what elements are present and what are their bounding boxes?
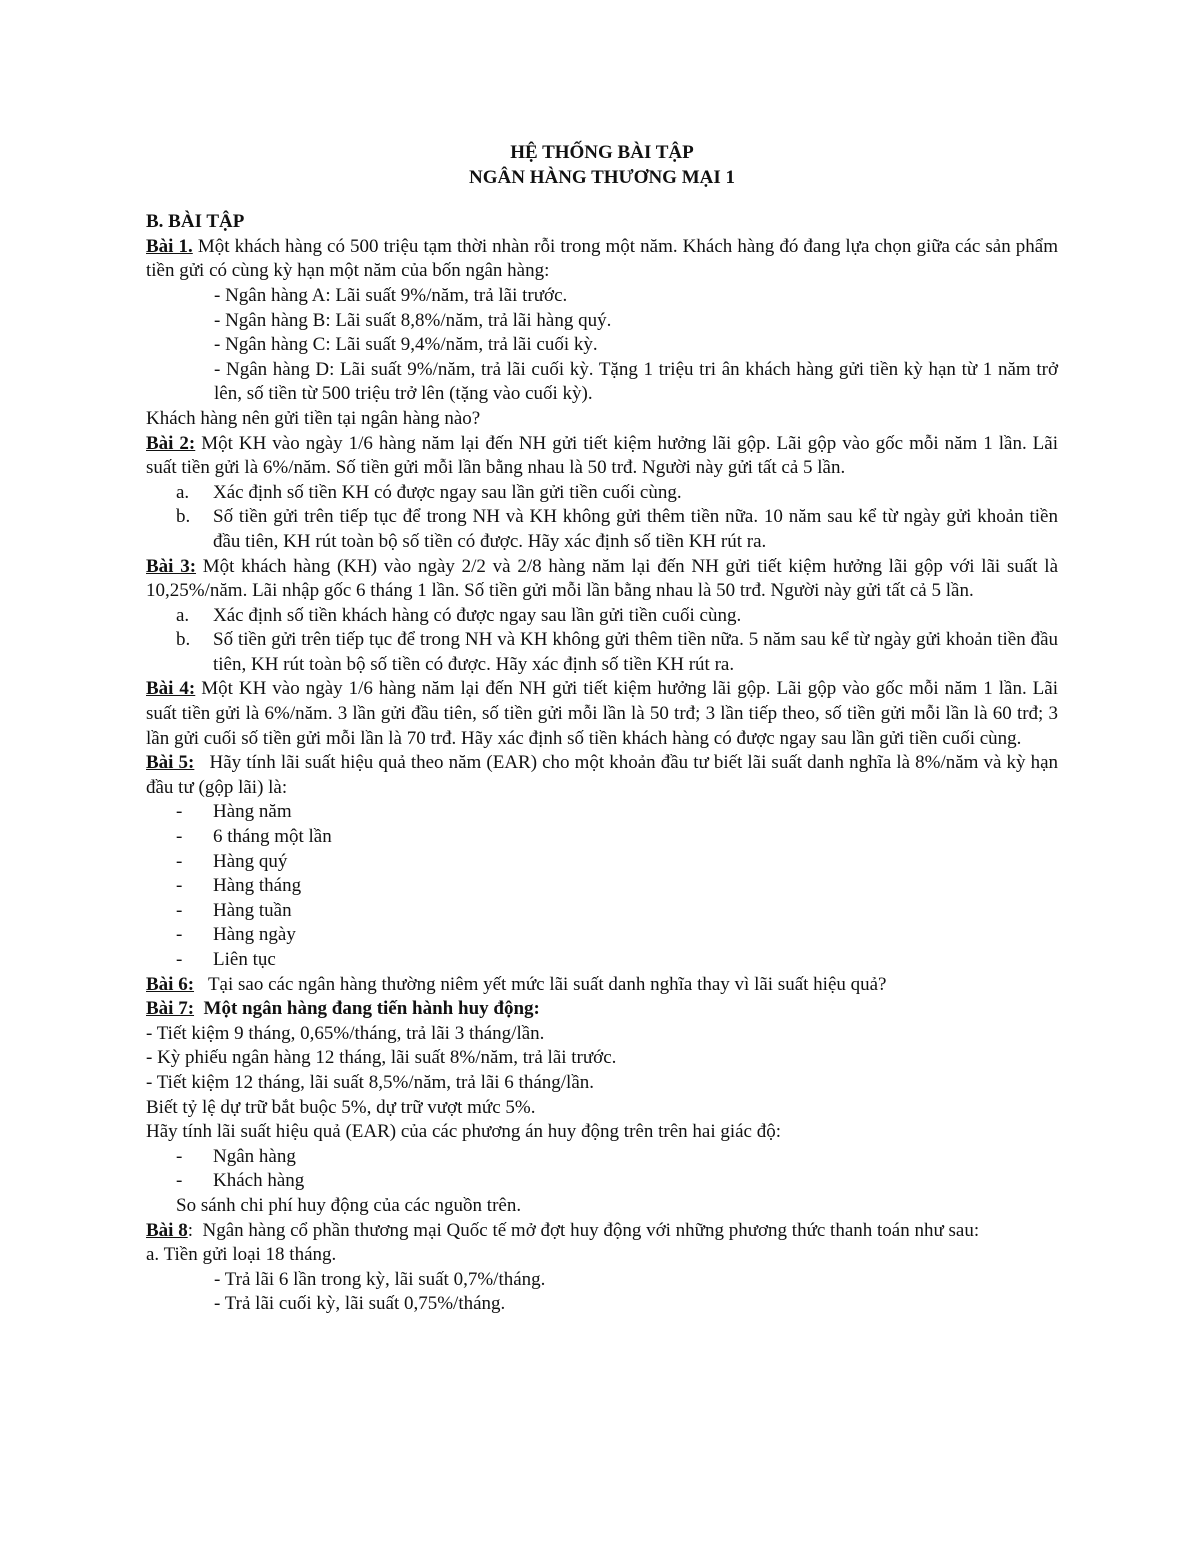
exercise-4-text: Một KH vào ngày 1/6 hàng năm lại đến NH gửi tiết kiệm hưởng lãi gộp. Lãi gộp vào gốc mỗi năm 1 lần. Lãi suất tiền gửi là 6%/năm. 3 lần gửi đầu tiên, số tiền gửi mỗi lần là 50 trđ; 3 lần tiếp theo, số tiền gửi mỗi lần là 60 trđ; 3 lần gửi cuối số tiền gửi mỗi lần là 70 trđ. Hãy xác định số tiền khách hàng có được ngay sau lần gửi tiền cuối cùng. (146, 678, 1059, 749)
exercise-7 (146, 997, 1058, 1022)
exercise-8-label: Bài 8 (146, 1219, 188, 1241)
exercise-1-text: Một khách hàng có 500 triệu tạm thời nhàn rỗi trong một năm. Khách hàng đó đang lựa chọn giữa các sản phẩm tiền gửi có cùng kỳ hạn một năm của bốn ngân hàng: (146, 235, 1059, 282)
exercise-3-text: Một khách hàng (KH) vào ngày 2/2 và 2/8 hàng năm lại đến NH gửi tiết kiệm hưởng lãi gộp với lãi suất là 10,25%/năm. Lãi nhập gốc 6 tháng 1 lần. Số tiền gửi mỗi lần bằng nhau là 50 trđ. Người này gửi tất cả 5 lần. (146, 555, 1059, 602)
item-text: Xác định số tiền khách hàng có được ngay sau lần gửi tiền cuối cùng. (213, 604, 742, 626)
exercise-3-item-b (146, 628, 1058, 677)
exercise-8-sub-a: a. Tiền gửi loại 18 tháng. (146, 1244, 337, 1266)
section-heading: B. BÀI TẬP (146, 211, 245, 233)
item-text: Số tiền gửi trên tiếp tục để trong NH và KH không gửi thêm tiền nữa. 10 năm sau kể từ ngày gửi khoản tiền đầu tiên, KH rút toàn bộ số tiền có được. Hãy xác định số tiền KH rút ra. (213, 506, 1058, 552)
exercise-7-option: - Ngân hàng (176, 1145, 296, 1167)
exercise-6 (146, 973, 1058, 998)
document-body (146, 141, 1063, 1317)
exercise-7-line: - Tiết kiệm 9 tháng, 0,65%/tháng, trả lãi 3 tháng/lần. (146, 1022, 545, 1044)
exercise-7-line: Biết tỷ lệ dự trữ bắt buộc 5%, dự trữ vượt mức 5%. (146, 1096, 536, 1118)
exercise-5-option: - Liên tục (176, 949, 276, 970)
exercise-2-item-b (146, 505, 1058, 554)
exercise-8-option: - Trả lãi cuối kỳ, lãi suất 0,75%/tháng. (214, 1293, 506, 1315)
item-text: Xác định số tiền KH có được ngay sau lần gửi tiền cuối cùng. (213, 481, 682, 503)
exercise-3 (146, 555, 1058, 604)
exercise-6-label: Bài 6: (146, 973, 195, 995)
exercise-2 (146, 432, 1058, 481)
exercise-4-label: Bài 4: (146, 678, 196, 700)
exercise-5-label: Bài 5: (146, 752, 195, 774)
exercise-5-option: - Hàng quý (176, 850, 288, 872)
exercise-8-option: - Trả lãi 6 lần trong kỳ, lãi suất 0,7%/tháng. (214, 1268, 546, 1290)
exercise-1-option: - Ngân hàng A: Lãi suất 9%/năm, trả lãi trước. (214, 284, 568, 306)
exercise-7-label: Bài 7: (146, 998, 195, 1020)
exercise-5 (146, 751, 1063, 800)
exercise-4 (146, 677, 1058, 751)
exercise-5-option: - Hàng năm (176, 801, 292, 823)
item-marker: a. (176, 604, 190, 626)
exercise-1-question: Khách hàng nên gửi tiền tại ngân hàng nào? (146, 407, 481, 429)
exercise-8-text: : Ngân hàng cổ phần thương mại Quốc tế mở đợt huy động với những phương thức thanh toán như sau: (187, 1219, 980, 1241)
item-marker: a. (176, 481, 190, 503)
exercise-1-option: - Ngân hàng B: Lãi suất 8,8%/năm, trả lãi hàng quý. (214, 309, 612, 331)
exercise-8 (146, 1219, 1058, 1244)
exercise-6-text: Tại sao các ngân hàng thường niêm yết mức lãi suất danh nghĩa thay vì lãi suất hiệu quả? (194, 973, 887, 995)
title-line-2: NGÂN HÀNG THƯƠNG MẠI 1 (469, 166, 735, 188)
exercise-2-item-a (146, 481, 1058, 506)
exercise-1-label: Bài 1. (146, 235, 193, 257)
exercise-1-option: - Ngân hàng C: Lãi suất 9,4%/năm, trả lãi cuối kỳ. (214, 334, 598, 356)
exercise-7-compare: So sánh chi phí huy động của các nguồn trên. (176, 1194, 522, 1216)
exercise-7-line: - Kỳ phiếu ngân hàng 12 tháng, lãi suất 8%/năm, trả lãi trước. (146, 1047, 617, 1069)
title-line-1: HỆ THỐNG BÀI TẬP (510, 142, 694, 163)
exercise-5-option: - 6 tháng một lần (176, 826, 332, 848)
item-marker: b. (176, 506, 191, 528)
exercise-5-text: Hãy tính lãi suất hiệu quả theo năm (EAR) cho một khoản đầu tư biết lãi suất danh nghĩa là 8%/năm và kỳ hạn đầu tư (gộp lãi) là: (146, 752, 1063, 798)
exercise-5-option: - Hàng ngày (176, 924, 296, 946)
exercise-1-option: - Ngân hàng D: Lãi suất 9%/năm, trả lãi cuối kỳ. Tặng 1 triệu tri ân khách hàng gửi tiền kỳ hạn từ 1 năm trở lên, số tiền từ 500 triệu trở lên (tặng vào cuối kỳ). (214, 358, 1058, 405)
exercise-3-label: Bài 3: (146, 555, 197, 577)
item-marker: b. (176, 629, 191, 651)
exercise-5-option: - Hàng tháng (176, 875, 302, 897)
exercise-2-label: Bài 2: (146, 432, 196, 454)
item-text: Số tiền gửi trên tiếp tục để trong NH và KH không gửi thêm tiền nữa. 5 năm sau kể từ ngày gửi khoản tiền đầu tiên, KH rút toàn bộ số tiền có được. Hãy xác định số tiền KH rút ra. (213, 629, 1058, 675)
exercise-1 (146, 235, 1058, 284)
exercise-7-option: - Khách hàng (176, 1170, 305, 1192)
exercise-5-option: - Hàng tuần (176, 899, 292, 921)
exercise-7-line: Hãy tính lãi suất hiệu quả (EAR) của các phương án huy động trên trên hai giác độ: (146, 1121, 782, 1143)
exercise-7-heading: Một ngân hàng đang tiến hành huy động: (194, 998, 540, 1020)
exercise-7-line: - Tiết kiệm 12 tháng, lãi suất 8,5%/năm, trả lãi 6 tháng/lần. (146, 1071, 595, 1093)
exercise-2-text: Một KH vào ngày 1/6 hàng năm lại đến NH gửi tiết kiệm hưởng lãi gộp. Lãi gộp vào gốc mỗi năm 1 lần. Lãi suất tiền gửi là 6%/năm. Số tiền gửi mỗi lần bằng nhau là 50 trđ. Người này gửi tất cả 5 lần. (146, 432, 1059, 479)
exercise-3-item-a (146, 604, 1058, 629)
